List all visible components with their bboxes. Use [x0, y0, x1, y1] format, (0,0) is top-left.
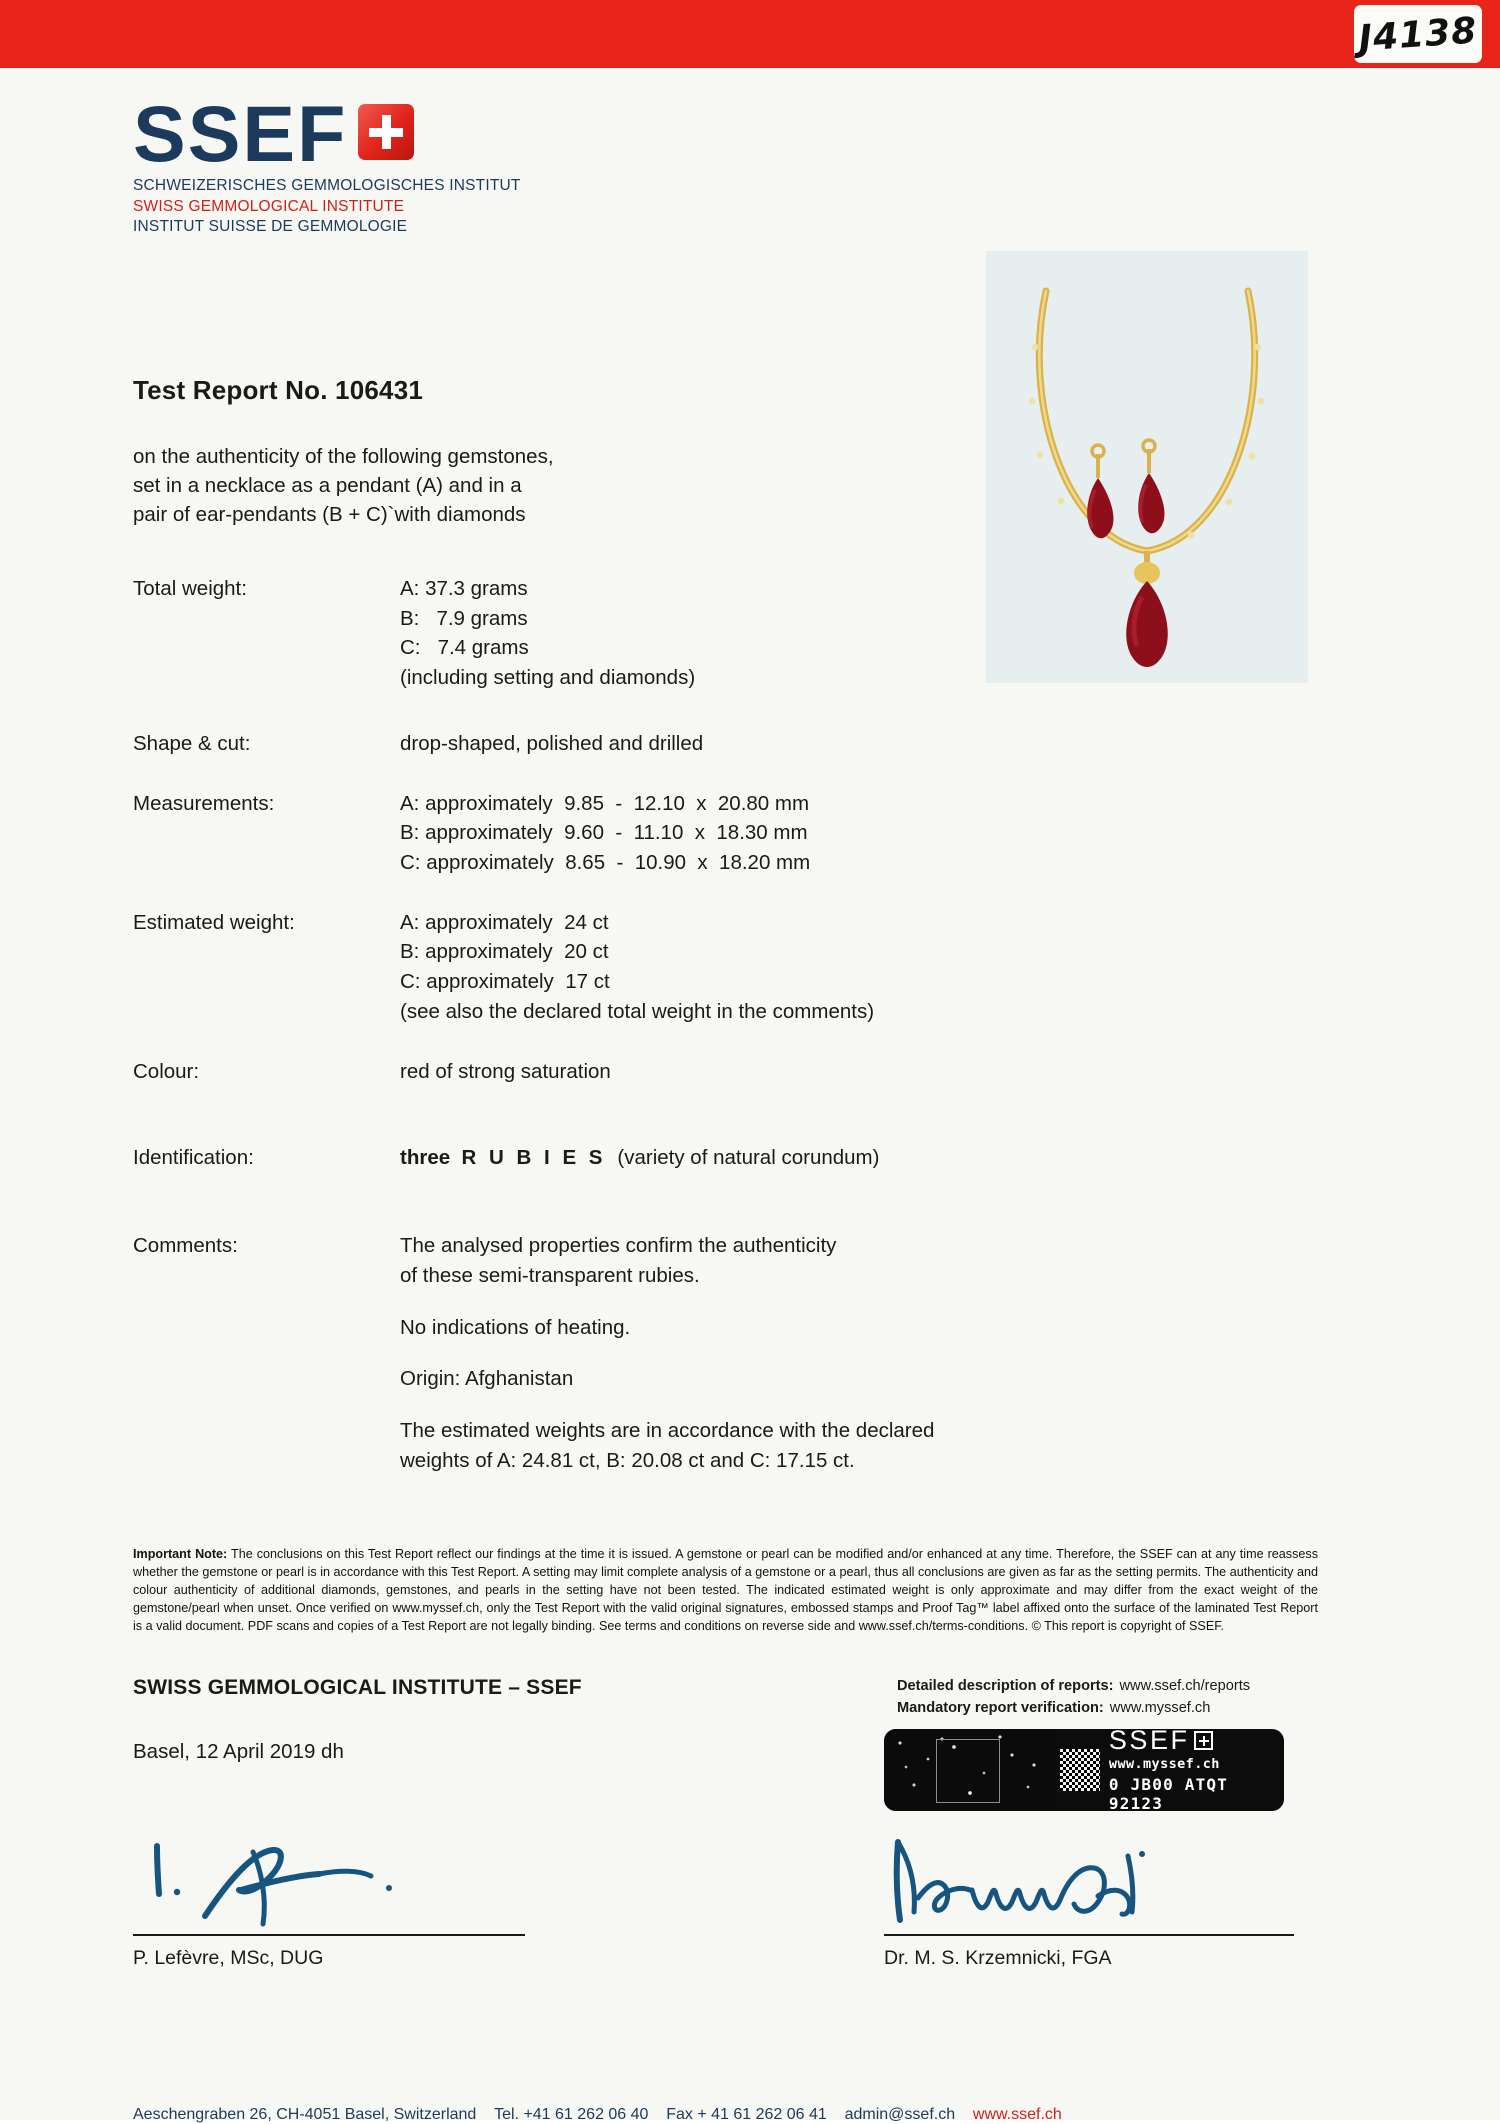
- signature-block-right: [884, 1836, 1294, 1970]
- comment-paragraph-4-line-1: The estimated weights are in accordance with the declared: [400, 1418, 935, 1442]
- verification-info: [897, 1676, 1250, 1720]
- logo-subtitle-block: [133, 176, 521, 237]
- verification-reports-label: Detailed description of reports:: [897, 1678, 1114, 1694]
- swiss-cross-icon: [358, 104, 414, 160]
- spec-label-measurements: Measurements:: [133, 791, 275, 815]
- estimated-weight-note: (see also the declared total weight in the comments): [400, 999, 875, 1023]
- report-page: [0, 68, 1500, 2123]
- proof-tag-info: [1054, 1729, 1284, 1811]
- spacer: [133, 1086, 1313, 1143]
- signature-block-left: [133, 1836, 525, 1970]
- spec-value-shape-cut: drop-shaped, polished and drilled: [400, 731, 704, 755]
- proof-tag-serial-code: 0 JB00 ATQT 92123: [1108, 1775, 1229, 1811]
- spec-row-total-weight: [133, 574, 1313, 693]
- measurements-c: C: approximately 8.65 - 10.90 x 18.20 mm: [400, 851, 811, 875]
- important-note-lead: Important Note:: [133, 1547, 228, 1561]
- report-intro-line-3: pair of ear-pendants (B + C)`with diamonds: [133, 503, 526, 527]
- spec-row-comments: [133, 1231, 1313, 1475]
- handwritten-signature-left: [133, 1836, 525, 1932]
- comment-paragraph-4-line-2: weights of A: 24.81 ct, B: 20.08 ct and C: 17.15 ct.: [400, 1448, 855, 1472]
- datamatrix-code-icon: [1060, 1749, 1100, 1791]
- spacer: [400, 1394, 934, 1416]
- report-title: Test Report No. 106431: [133, 375, 424, 405]
- proof-tag-particle-pattern: [884, 1729, 1054, 1811]
- estimated-weight-b: B: approximately 20 ct: [400, 940, 609, 964]
- spec-value-identification: [400, 1143, 879, 1173]
- spec-value-comments: [400, 1231, 934, 1475]
- footer-sep-1: [476, 2106, 494, 2124]
- verification-verify-row: [897, 1698, 1250, 1720]
- comment-paragraph-1-line-1: The analysed properties confirm the authenticity: [400, 1234, 837, 1258]
- spec-row-measurements: [133, 789, 1313, 878]
- spacer: [133, 693, 1313, 729]
- footer-sep-3: [827, 2106, 845, 2124]
- spec-value-estimated-weight: [400, 908, 874, 1027]
- ssef-logo: [133, 89, 521, 237]
- proof-tag-brand-row: [1109, 1729, 1284, 1754]
- spacer: [400, 1342, 934, 1364]
- verification-verify-url[interactable]: www.myssef.ch: [1109, 1699, 1211, 1716]
- verification-reports-row: [897, 1676, 1250, 1698]
- footer-website[interactable]: www.ssef.ch: [972, 2106, 1062, 2123]
- spec-label-estimated-weight: Estimated weight:: [133, 910, 295, 934]
- handwritten-signature-right: [884, 1836, 1294, 1932]
- signature-right-rule: [884, 1934, 1294, 1936]
- logo-wordmark-row: [133, 89, 521, 178]
- proof-tag-swiss-cross-icon: [1194, 1731, 1213, 1750]
- signature-right-ink: [884, 1836, 1294, 1932]
- spec-row-estimated-weight: [133, 908, 1313, 1027]
- place-and-date: Basel, 12 April 2019 dh: [133, 1740, 344, 1763]
- signature-left-rule: [133, 1934, 525, 1936]
- proof-tag-text-block: [1109, 1729, 1284, 1811]
- comment-paragraph-3-origin: Origin: Afghanistan: [400, 1367, 574, 1391]
- spec-row-colour: [133, 1057, 1313, 1087]
- verification-verify-label: Mandatory report verification:: [897, 1699, 1104, 1716]
- footer-email[interactable]: admin@ssef.ch: [844, 2106, 956, 2123]
- proof-tag-url: www.myssef.ch: [1108, 1756, 1220, 1772]
- footer-telephone: Tel. +41 61 262 06 40: [494, 2106, 649, 2123]
- spec-value-colour: red of strong saturation: [400, 1059, 611, 1083]
- identification-tail: (variety of natural corundum): [617, 1146, 880, 1170]
- total-weight-b: B: 7.9 grams: [400, 606, 528, 630]
- footer-sep-2: [648, 2106, 666, 2124]
- identification-species: R U B I E S: [461, 1146, 606, 1170]
- comment-paragraph-2: No indications of heating.: [400, 1315, 631, 1339]
- total-weight-note: (including setting and diamonds): [400, 666, 696, 690]
- logo-wordmark-text: SSEF: [133, 89, 348, 178]
- specifications-list: [133, 574, 1313, 1475]
- spec-label-shape-cut: Shape & cut:: [133, 731, 251, 755]
- red-header-band: [0, 0, 1500, 68]
- handwritten-reference-label: [1354, 5, 1482, 63]
- proof-tag-brand: SSEF: [1108, 1729, 1190, 1755]
- spacer: [133, 1173, 1313, 1231]
- footer-fax: Fax + 41 61 262 06 41: [666, 2106, 827, 2123]
- spacer: [133, 1027, 1313, 1057]
- spec-label-colour: Colour:: [133, 1059, 200, 1083]
- spec-value-total-weight: [400, 574, 695, 693]
- spec-label-identification: Identification:: [133, 1146, 254, 1170]
- total-weight-a: A: 37.3 grams: [400, 577, 528, 600]
- identification-count: three: [400, 1146, 451, 1170]
- page-footer: [133, 2106, 1062, 2124]
- signature-left-ink: [133, 1836, 525, 1932]
- signatory-right-name: Dr. M. S. Krzemnicki, FGA: [884, 1947, 1112, 1969]
- estimated-weight-a: A: approximately 24 ct: [400, 910, 609, 934]
- measurements-a: A: approximately 9.85 - 12.10 x 20.80 mm: [400, 791, 810, 815]
- proof-tag-security-label: [884, 1729, 1284, 1811]
- logo-subtitle-german: SCHWEIZERISCHES GEMMOLOGISCHES INSTITUT: [133, 177, 521, 195]
- spec-row-shape-cut: [133, 729, 1313, 759]
- measurements-b: B: approximately 9.60 - 11.10 x 18.30 mm: [400, 821, 808, 845]
- report-intro-line-1: on the authenticity of the following gemstones,: [133, 445, 554, 468]
- footer-address: Aeschengraben 26, CH-4051 Basel, Switzerland: [133, 2106, 477, 2123]
- spec-label-comments: Comments:: [133, 1234, 238, 1258]
- important-note-fineprint: [133, 1546, 1318, 1635]
- report-intro: [133, 442, 554, 529]
- verification-reports-url[interactable]: www.ssef.ch/reports: [1119, 1678, 1251, 1694]
- logo-subtitle-french: INSTITUT SUISSE DE GEMMOLOGIE: [133, 217, 408, 235]
- spacer: [133, 759, 1313, 789]
- comment-paragraph-1-line-2: of these semi-transparent rubies.: [400, 1263, 700, 1287]
- estimated-weight-c: C: approximately 17 ct: [400, 970, 610, 994]
- total-weight-c: C: 7.4 grams: [400, 636, 529, 660]
- spec-value-measurements: [400, 789, 810, 878]
- spec-row-identification: [133, 1143, 1313, 1173]
- report-intro-line-2: set in a necklace as a pendant (A) and in a: [133, 474, 522, 498]
- spacer: [133, 878, 1313, 908]
- institute-name: SWISS GEMMOLOGICAL INSTITUTE – SSEF: [133, 1676, 582, 1699]
- important-note-body: The conclusions on this Test Report reflect our findings at the time it is issued. A gemstone or pearl can be modified and/or enhanced at any time. Therefore, the SSEF can at any time reassess whether the gemstone or pearl is in accordance with this Test Report. A setting may limit complete analysis of a gemstone or a pearl, thus all conclusions are given as far as the setting permits. The authenticity and colour authenticity of additional diamonds, gemstones, and pearls in the setting have not been tested. The indicated estimated weight is only approximate and may differ from the exact weight of the gemstone/pearl when unset. Once verified on www.myssef.ch, only the Test Report with the valid original signatures, embossed stamps and Proof Tag™ label affixed onto the surface of the laminated Test Report is a valid document. PDF scans and copies of a Test Report are not legally binding. See terms and conditions on reverse side and www.ssef.ch/terms-conditions. © This report is copyright of SSEF.: [133, 1547, 1318, 1633]
- logo-subtitle-english: SWISS GEMMOLOGICAL INSTITUTE: [133, 197, 405, 215]
- spec-label-total-weight: Total weight:: [133, 577, 247, 600]
- handwritten-reference-text: J4138: [1357, 10, 1479, 60]
- footer-sep-4: [955, 2106, 973, 2124]
- spacer: [400, 1291, 934, 1313]
- signatory-left-name: P. Lefèvre, MSc, DUG: [133, 1947, 324, 1969]
